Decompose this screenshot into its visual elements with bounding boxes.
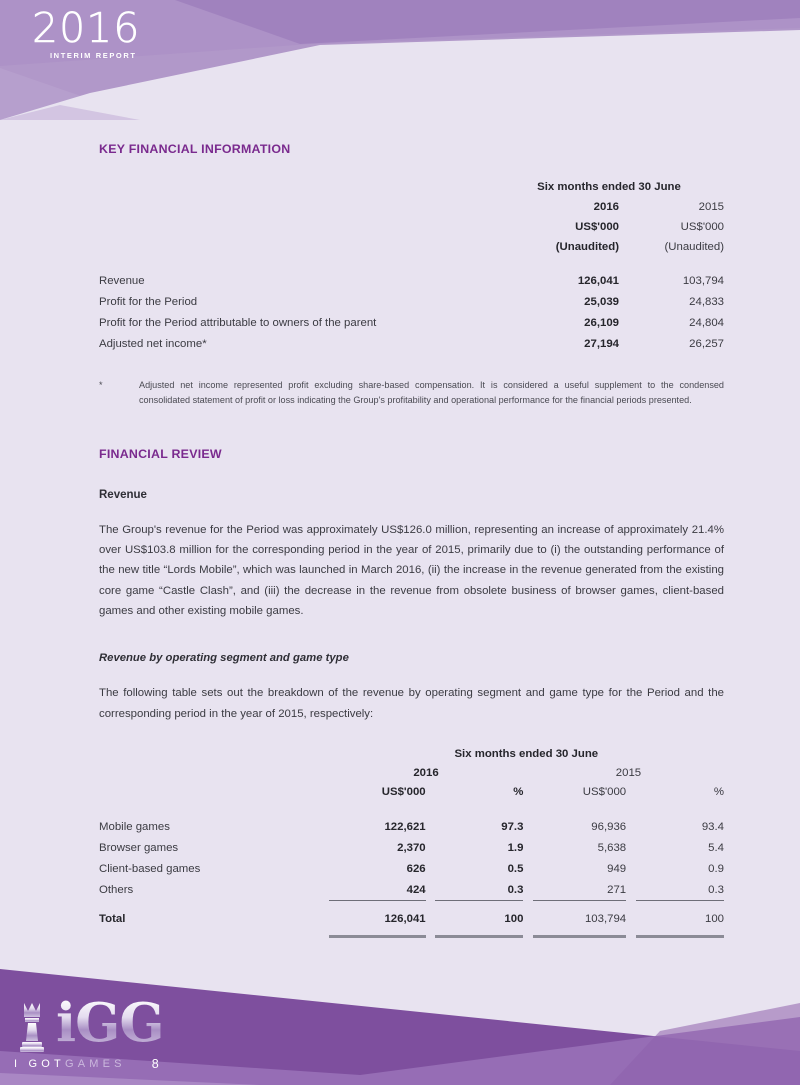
spacer-cell xyxy=(426,937,435,939)
igg-tagline xyxy=(14,1057,234,1071)
row-pct-2015: 5.4 xyxy=(708,841,724,854)
spacer-cell xyxy=(426,805,435,838)
segment-paragraph: The following table sets out the breakdown of the revenue by operating segment and game type for the Period and the corresponding period in the year of 2015, respectively: xyxy=(99,687,724,720)
table-row xyxy=(99,313,724,334)
header-decoration xyxy=(0,0,800,120)
financial-review-heading: FINANCIAL REVIEW xyxy=(99,446,222,461)
table-row xyxy=(99,837,724,858)
segment-header-usd-2015: US$'000 xyxy=(582,785,627,798)
segment-header-units xyxy=(99,786,724,805)
row-usd-2015: 949 xyxy=(607,862,627,875)
total-rule-usd-2016 xyxy=(329,937,426,939)
page-content xyxy=(0,120,800,938)
segment-header-year-2016: 2016 xyxy=(413,766,439,779)
total-pct-2015: 100 xyxy=(704,913,724,926)
row-value-2015: 26,257 xyxy=(689,338,724,350)
spacer-cell xyxy=(523,767,532,786)
spacer-cell xyxy=(99,902,724,909)
spacer-cell xyxy=(99,786,329,805)
spacer-cell xyxy=(426,879,435,901)
key-financial-information-table xyxy=(99,181,724,355)
segment-subheading: Revenue by operating segment and game type xyxy=(99,652,349,665)
table-row xyxy=(99,261,724,292)
spacer-cell xyxy=(626,909,635,930)
total-rule-pct-2015 xyxy=(636,937,724,939)
rule-gap-row xyxy=(99,902,724,909)
spacer-cell xyxy=(626,937,635,939)
spacer-cell xyxy=(99,937,329,939)
row-usd-2015: 271 xyxy=(607,883,627,896)
rook-chess-piece-icon xyxy=(16,997,60,1053)
header-year-2015: 2015 xyxy=(698,201,724,213)
spacer-cell xyxy=(523,805,532,838)
spacer-cell xyxy=(99,201,494,221)
segment-header-years xyxy=(99,767,724,786)
spacer-cell xyxy=(626,879,635,901)
row-label: Browser games xyxy=(99,841,179,854)
spacer-cell xyxy=(523,786,532,805)
spacer-cell xyxy=(99,767,329,786)
table-header-units xyxy=(99,221,724,241)
row-usd-2015: 5,638 xyxy=(597,841,627,854)
spacer-cell xyxy=(99,748,329,767)
row-label: Profit for the Period attributable to owners of the parent xyxy=(99,317,377,329)
row-label: Mobile games xyxy=(99,820,170,833)
segment-period-header: Six months ended 30 June xyxy=(454,747,599,760)
row-label: Others xyxy=(99,884,134,897)
row-label: Profit for the Period xyxy=(99,296,198,308)
row-value-2015: 24,833 xyxy=(689,296,724,308)
row-label: Client-based games xyxy=(99,862,201,875)
total-pct-2016: 100 xyxy=(504,913,524,926)
year-logo-text: 2016 xyxy=(32,4,141,52)
spacer-cell xyxy=(426,909,435,930)
row-usd-2015: 96,936 xyxy=(591,820,627,833)
row-pct-2016: 0.5 xyxy=(507,862,524,875)
row-label: Revenue xyxy=(99,275,145,287)
footnote-text: Adjusted net income represented profit excluding share-based compensation. It is considered a useful supplement to the condensed consolidated statement of profit or loss indicating the Group's profitability and operational performance for the financial periods presented. xyxy=(139,379,724,406)
row-value-2016: 26,109 xyxy=(584,317,619,329)
spacer-cell xyxy=(99,221,494,241)
spacer-cell xyxy=(523,837,532,858)
igg-logo-letters: iGG xyxy=(14,997,164,1050)
spacer-cell xyxy=(523,879,532,901)
row-usd-2016: 122,621 xyxy=(384,820,426,833)
table-header-years xyxy=(99,201,724,221)
footer-banner xyxy=(0,955,800,1085)
spacer-cell xyxy=(626,805,635,838)
spacer-cell xyxy=(426,837,435,858)
row-pct-2016: 97.3 xyxy=(501,820,524,833)
spacer-cell xyxy=(523,937,532,939)
row-pct-2015: 0.3 xyxy=(708,883,724,896)
revenue-paragraph: The Group's revenue for the Period was approximately US$126.0 million, representing an increase of approximately 21.4% over US$103.8 million for the corresponding period in the year of 2015, primarily due to (i) the outstanding performance of the new title “Lords Mobile”, which was launched in March 2016, (ii) the increase in the revenue generated from the existing core game “Castle Clash”, and (iii) the decrease in the revenue from obsolete business of browser games, client-based games and other existing mobile games. xyxy=(99,523,724,617)
row-value-2015: 103,794 xyxy=(682,275,724,287)
row-value-2016: 126,041 xyxy=(577,275,619,287)
total-usd-2016: 126,041 xyxy=(384,913,426,926)
total-label: Total xyxy=(99,913,126,926)
total-rule-usd-2015 xyxy=(533,937,626,939)
igg-logo-mark xyxy=(14,992,234,1055)
row-usd-2016: 424 xyxy=(406,883,426,896)
spacer-cell xyxy=(626,837,635,858)
table-row xyxy=(99,334,724,355)
table-row xyxy=(99,858,724,879)
period-header: Six months ended 30 June xyxy=(537,181,681,193)
header-unit-2015: US$'000 xyxy=(680,221,724,233)
footnote-marker: * xyxy=(99,379,103,390)
spacer-cell xyxy=(523,909,532,930)
header-audit-2015: (Unaudited) xyxy=(664,241,724,253)
header-banner xyxy=(0,0,800,120)
rule-gap-row xyxy=(99,930,724,937)
row-value-2015: 24,804 xyxy=(689,317,724,329)
tagline-games: GAMES xyxy=(64,1058,126,1070)
year-logo-subtitle: INTERIM REPORT xyxy=(50,51,137,60)
total-row xyxy=(99,909,724,930)
spacer-cell xyxy=(99,241,494,261)
key-financial-information-heading: KEY FINANCIAL INFORMATION xyxy=(99,142,291,156)
revenue-segment-table xyxy=(99,748,724,939)
total-usd-2015: 103,794 xyxy=(584,913,627,926)
header-year-2016: 2016 xyxy=(593,201,619,213)
table-row xyxy=(99,879,724,901)
revenue-subheading: Revenue xyxy=(99,488,147,501)
header-unit-2016: US$'000 xyxy=(575,221,619,233)
total-rule-row xyxy=(99,937,724,939)
table-row xyxy=(99,805,724,838)
row-pct-2016: 0.3 xyxy=(507,883,524,896)
spacer-cell xyxy=(626,786,635,805)
table-header-period xyxy=(99,181,724,201)
spacer-cell xyxy=(426,858,435,879)
igg-logo xyxy=(14,992,234,1071)
table-header-audit-status xyxy=(99,241,724,261)
row-pct-2016: 1.9 xyxy=(507,841,524,854)
table-row xyxy=(99,292,724,313)
row-value-2016: 25,039 xyxy=(584,296,619,308)
segment-header-year-2015: 2015 xyxy=(615,766,642,779)
tagline-i-got: I GOT xyxy=(14,1058,65,1070)
row-usd-2016: 2,370 xyxy=(397,841,426,854)
spacer-cell xyxy=(99,930,724,937)
row-pct-2015: 93.4 xyxy=(701,820,724,833)
spacer-cell xyxy=(523,858,532,879)
segment-header-period xyxy=(99,748,724,767)
page-number: 8 xyxy=(151,1057,159,1071)
footnote xyxy=(99,378,724,409)
row-usd-2016: 626 xyxy=(406,862,426,875)
segment-header-pct-2015: % xyxy=(713,785,724,798)
segment-header-usd-2016: US$'000 xyxy=(381,785,426,798)
spacer-cell xyxy=(99,181,494,201)
total-rule-pct-2016 xyxy=(435,937,523,939)
row-pct-2015: 0.9 xyxy=(708,862,724,875)
header-audit-2016: (Unaudited) xyxy=(555,241,619,253)
row-value-2016: 27,194 xyxy=(584,338,619,350)
spacer-cell xyxy=(426,786,435,805)
spacer-cell xyxy=(626,858,635,879)
row-label: Adjusted net income* xyxy=(99,338,207,350)
segment-header-pct-2016: % xyxy=(513,785,524,798)
